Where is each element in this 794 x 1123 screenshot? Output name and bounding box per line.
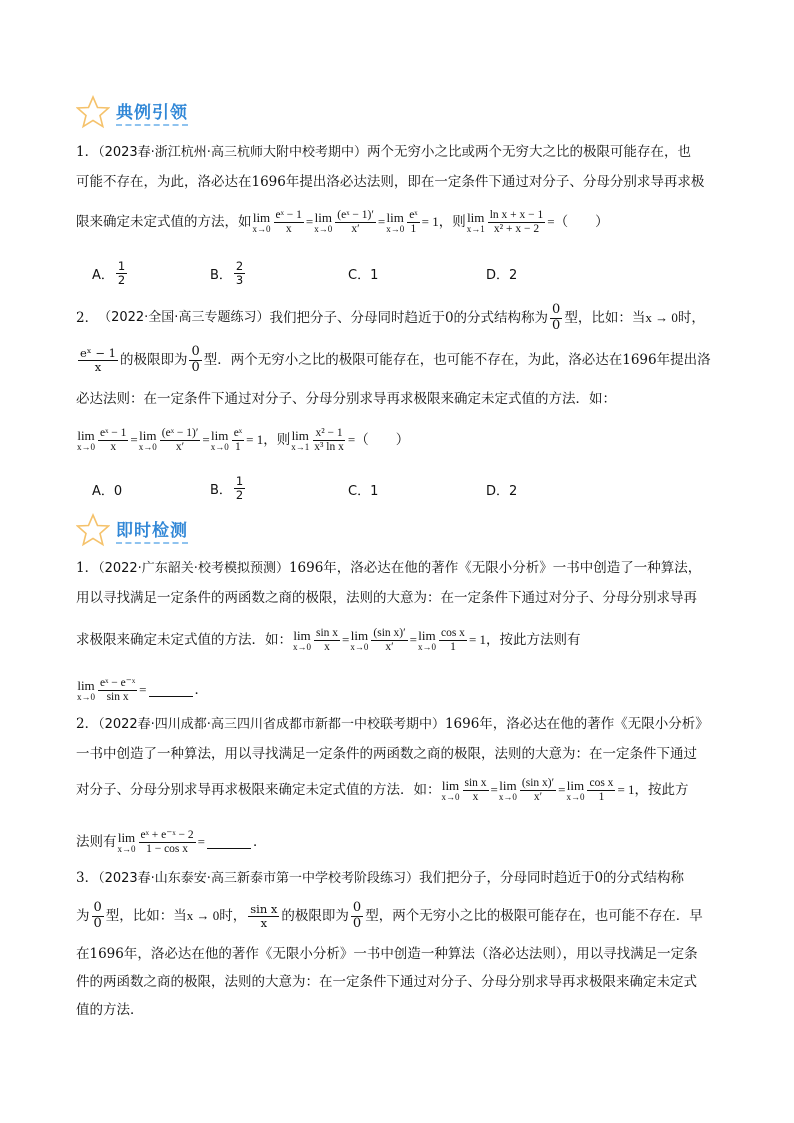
question-1-line-2 [76,172,718,192]
practice-3-line-2: 为 $\frac{0}{0}$ 型，比如：当 x → 0 时， $\frac{\text{sin x}}{x}$ 的极限即为 $\frac{0}{0}$ 型，两个无穷小之比的极限可能存在，也可能不存在．早 [76,900,703,931]
question-text: 型．两个无穷小之比的极限可能存在，也可能不存在，为此，洛必达在1696年提出洛 [203,352,711,368]
question-text: 的极限即为 [119,352,188,368]
practice-2-line-2: 一书中创造了一种算法，用以寻找满足一定条件的两函数之商的极限，法则的大意为：在一定条件下通过 [76,746,697,762]
option-b[interactable]: B． $\frac{1}{2}$ [210,474,244,502]
practice-3-line-4: 件的两函数之商的极限，法则的大意为：在一定条件下通过对分子、分母分别求导再求极限来确定未定式 [76,974,697,990]
practice-3-line-1: 3．（2023春·山东泰安·高三新泰市第一中学校考阶段练习）我们把分子，分母同时趋近于0的分式结构称 [76,870,685,886]
option-d[interactable]: D．2 [486,484,518,499]
math-formula: x → 0 [645,310,678,325]
question-2-line-4 [76,420,718,460]
option-c[interactable]: C．1 [348,268,379,283]
question-text: 限来确定未定式值的方法，如 [76,214,252,230]
practice-1-line-4: lim x→0 $\frac{\text{eˣ − e⁻ˣ}}{\text{sin x}}$ = ． [77,676,209,703]
star-outline-icon [76,95,110,129]
option-a[interactable]: A． $\frac{1}{2}$ [92,259,126,287]
option-a[interactable]: A．0 [92,484,123,499]
practice-3-line-3: 在1696年，洛必达在他的著作《无限小分析》一书中创造一种算法（洛必达法则），用以寻找满足一定条 [76,946,698,962]
question-text: ，则 [263,432,291,448]
section-header-1 [76,94,188,130]
question-2-line-2: $\frac{\text{eˣ − 1}}{x}$ 的极限即为 $\frac{0}{0}$ 型．两个无穷小之比的极限可能存在，也可能不存在，为此，洛必达在1696年提出洛 [80,344,711,375]
question-text: 时， [677,310,705,326]
option-b[interactable]: B． $\frac{2}{3}$ [210,259,244,287]
math-formula: lim x→1 $\frac{\text{ln x + x − 1}}{\text{x² + x − 2}}$ = [466,208,555,235]
question-number: 2． [76,310,99,326]
section-title: 典例引领 [116,98,188,126]
math-formula: lim x→0 $\frac{\text{eˣ − 1}}{x}$ = lim x→0 $\frac{\text{(eˣ − 1)′}}{x'}$ = lim x→0 $\frac{\text{eˣ}}{1}$ = 1 [252,208,439,235]
practice-1-line-1: 1．（2022·广东韶关·校考模拟预测）1696年，洛必达在他的著作《无限小分析》一书中创造了一种算法， [76,560,702,576]
question-text: 可能不存在，为此，洛必达在1696年提出洛必达法则，即在一定条件下通过对分子、分母分别求导再求极 [76,174,705,190]
practice-1-line-3: 求极限来确定未定式值的方法．如： lim x→0 $\frac{\text{sin x}}{x}$ = lim x→0 $\frac{\text{(sin x)′}}{x'}$ = lim x→0 $\frac{\text{cos x}}{1}$ = 1 ，按此方法则有 [76,626,581,653]
question-1-line-1 [76,142,718,163]
question-text: 两个无穷小之比或两个无穷大之比的极限可能存在，也 [366,144,691,160]
practice-2-line-1: 2．（2022春·四川成都·高三四川省成都市新都一中校联考期中）1696年，洛必达在他的著作《无限小分析》 [76,716,709,732]
math-formula: lim x→1 $\frac{\text{x² − 1}}{\text{x³ ln x}}$ = [291,426,356,453]
math-formula: lim x→0 $\frac{\text{eˣ + e⁻ˣ − 2}}{\text{1 − cos x}}$ = [117,828,205,855]
option-c[interactable]: C．1 [348,484,379,499]
question-source: （2022·全国·高三专题练习） [98,310,270,325]
question-text: （ ） [355,432,410,448]
practice-2-line-4: 法则有 lim x→0 $\frac{\text{eˣ + e⁻ˣ − 2}}{\text{1 − cos x}}$ = ． [76,828,267,855]
question-1-line-3 [76,204,718,240]
star-outline-icon [76,513,110,547]
practice-1-line-2: 用以寻找满足一定条件的两函数之商的极限，法则的大意为：在一定条件下通过对分子、分母分别求导再 [76,590,697,606]
question-text: ，则 [438,214,466,230]
question-number: 1． [76,144,99,160]
question-text: 必达法则：在一定条件下通过对分子、分母分别求导再求极限来确定未定式值的方法．如： [76,391,616,407]
practice-3-line-5: 值的方法． [76,1002,144,1018]
section-header-2 [76,512,188,548]
math-formula: lim x→0 $\frac{\text{eˣ − e⁻ˣ}}{\text{sin x}}$ = [77,676,147,703]
option-d[interactable]: D．2 [486,268,518,283]
question-2-line-3 [76,389,718,409]
question-2-line-1: 2． （2022·全国·高三专题练习） 我们把分子、分母同时趋近于0的分式结构称为 $\frac{0}{0}$ 型，比如：当 x → 0 时， [76,302,705,333]
math-formula: lim x→0 $\frac{\text{sin x}}{x}$ = lim x→0 $\frac{\text{(sin x)′}}{x'}$ = lim x→0 $\frac{\text{cos x}}{1}$ = 1 [441,776,635,803]
question-text: 型，比如：当 [564,310,646,326]
answer-blank[interactable] [207,836,251,849]
question-source: （2023春·浙江杭州·高三杭师大附中校考期中） [98,145,367,160]
math-formula: lim x→0 $\frac{\text{sin x}}{x}$ = lim x→0 $\frac{\text{(sin x)′}}{x'}$ = lim x→0 $\frac{\text{cos x}}{1}$ = 1 [293,626,487,653]
answer-blank[interactable] [149,684,193,697]
section-title: 即时检测 [116,516,188,544]
practice-2-line-3: 对分子、分母分别求导再求极限来确定未定式值的方法．如： lim x→0 $\frac{\text{sin x}}{x}$ = lim x→0 $\frac{\text{(sin x)′}}{x'}$ = lim x→0 $\frac{\text{cos x}}{1}$ = 1 ，按此方 [76,776,689,803]
question-text: （ ） [554,214,609,230]
question-text: 我们把分子、分母同时趋近于0的分式结构称为 [269,310,549,326]
math-formula: lim x→0 $\frac{\text{eˣ − 1}}{x}$ = lim x→0 $\frac{\text{(eˣ − 1)′}}{x'}$ = lim x→0 $\frac{\text{eˣ}}{1}$ = 1 [77,426,264,453]
